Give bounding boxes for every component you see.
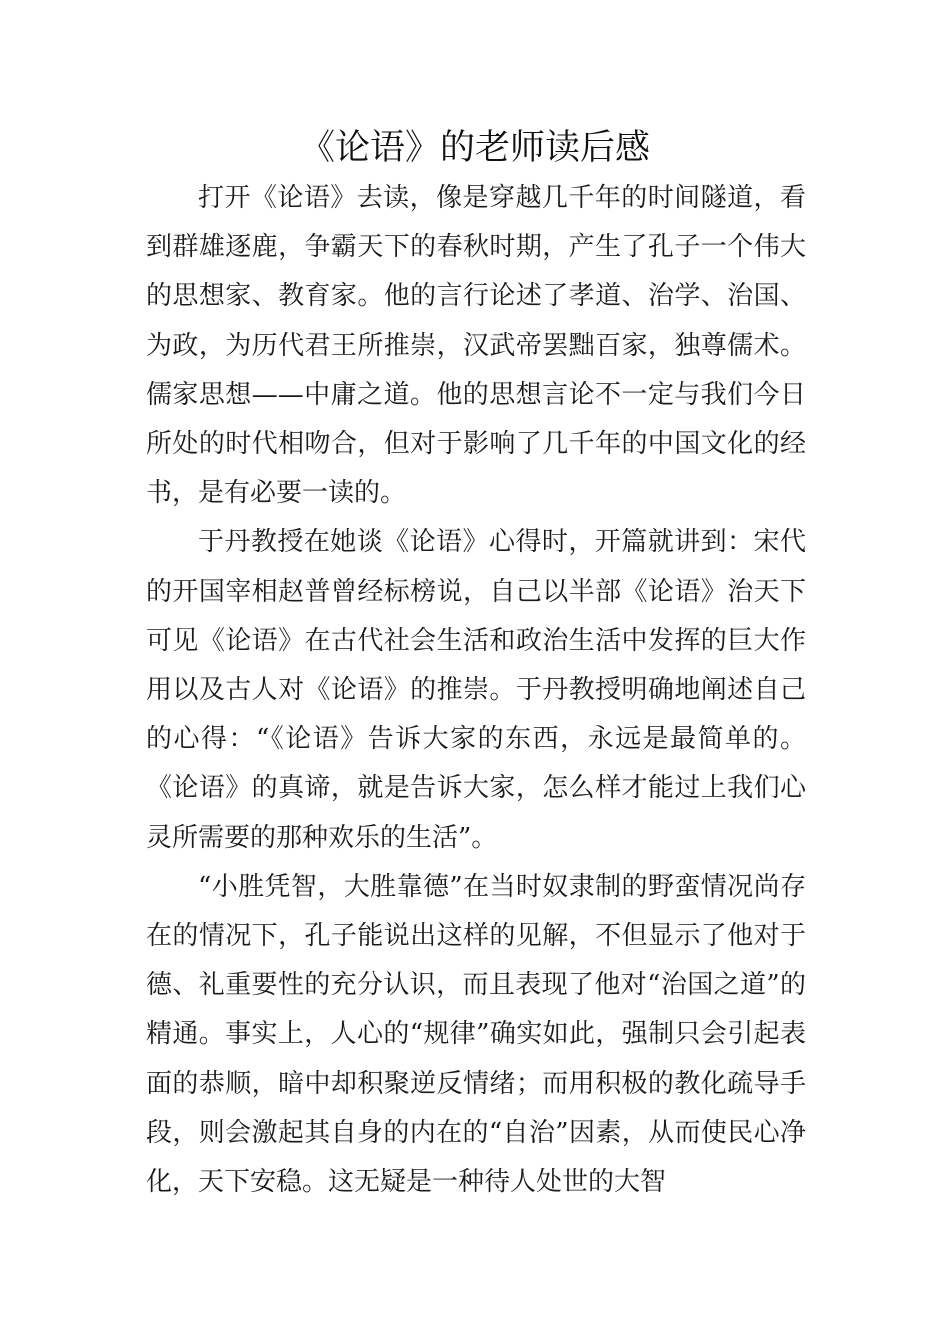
paragraph-3: “小胜凭智，大胜靠德”在当时奴隶制的野蛮情况尚存在的情况下，孔子能说出这样的见解，不但显示了他对于德、礼重要性的充分认识，而且表现了他对“治国之道”的精通。事实上，人心的“规律”确实如此，强制只会引起表面的恭顺，暗中却积聚逆反情绪；而用积极的教化疏导手段，则会激起其自身的内在的“自治”因素，从而使民心净化，天下安稳。这无疑是一种待人处世的大智 [146,871,806,1198]
document-title: 《论语》的老师读后感 [299,128,650,168]
paragraph-1: 打开《论语》去读，像是穿越几千年的时间隧道，看到群雄逐鹿，争霸天下的春秋时期，产生了孔子一个伟大的思想家、教育家。他的言行论述了孝道、治学、治国、为政，为历代君王所推崇，汉武帝罢黜百家，独尊儒术。儒家思想——中庸之道。他的思想言论不一定与我们今日所处的时代相吻合，但对于影响了几千年的中国文化的经书，是有必要一读的。 [146,183,806,509]
document-body [146,174,806,1207]
paragraph-2: 于丹教授在她谈《论语》心得时，开篇就讲到：宋代的开国宰相赵普曾经标榜说，自己以半部《论语》治天下可见《论语》在古代社会生活和政治生活中发挥的巨大作用以及古人对《论语》的推崇。于丹教授明确地阐述自己的心得：“《论语》告诉大家的东西，永远是最简单的。《论语》的真谛，就是告诉大家，怎么样才能过上我们心灵所需要的那种欢乐的生活”。 [146,527,806,853]
